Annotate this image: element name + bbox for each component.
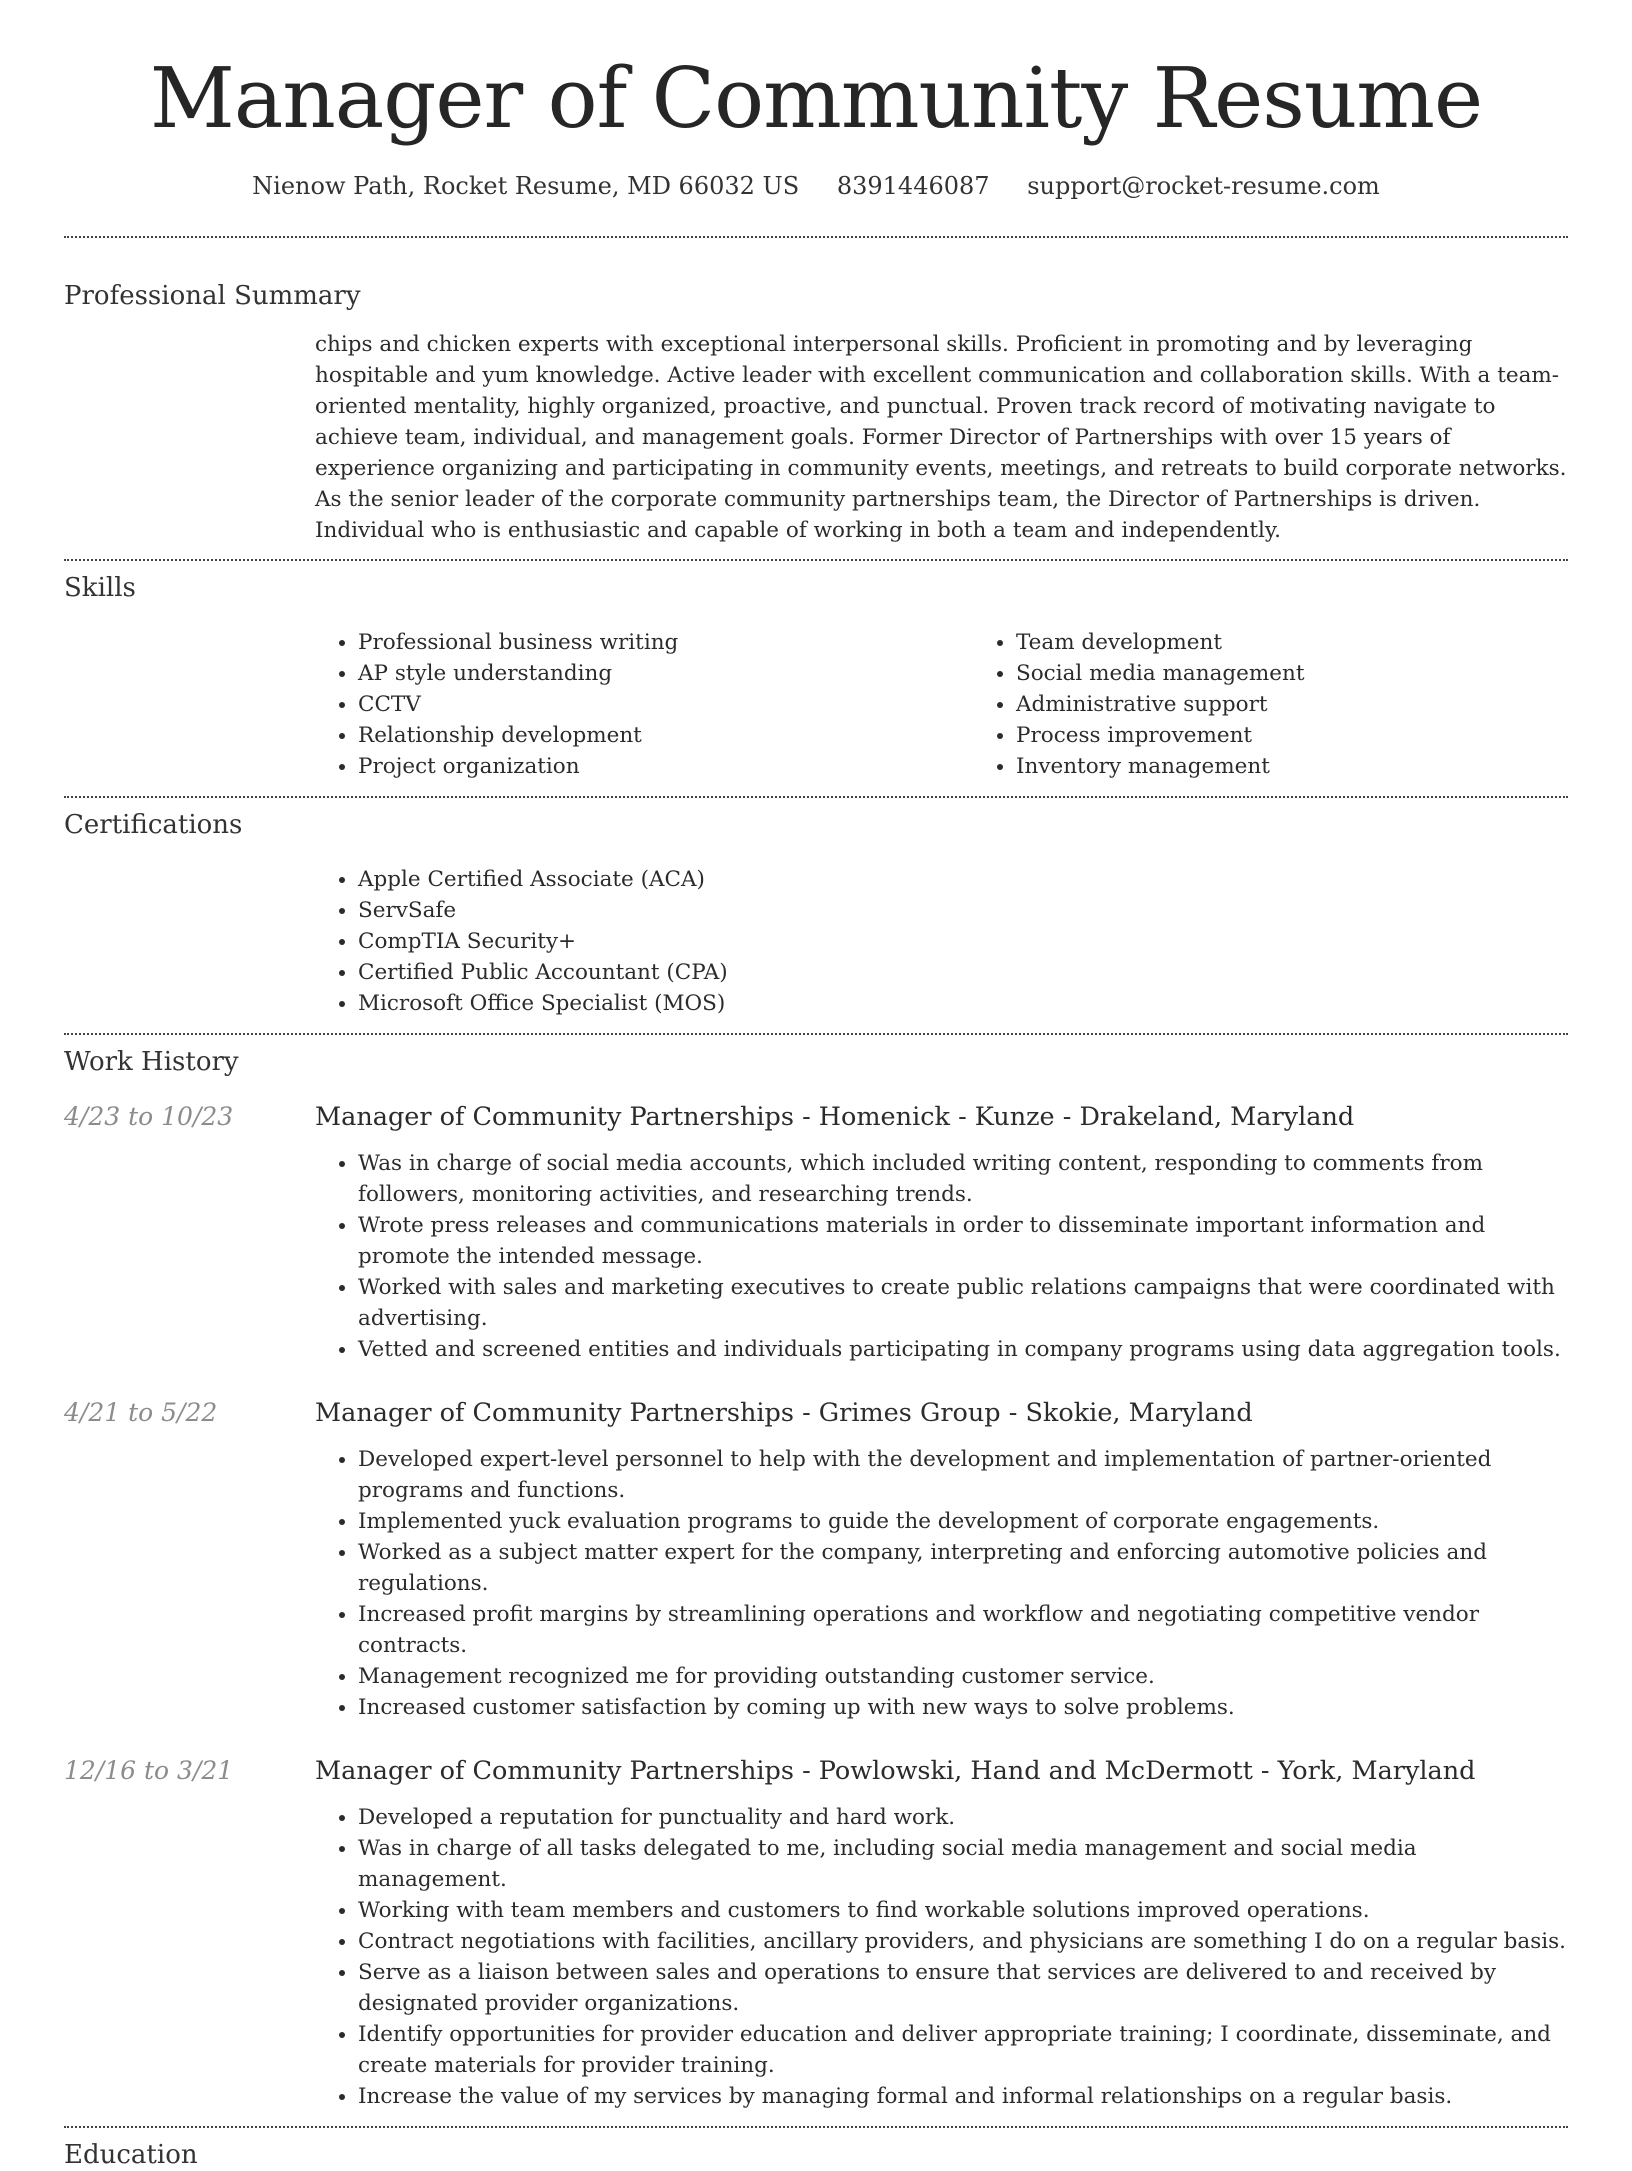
job-entry	[64, 1100, 1568, 1365]
certification-item: • CompTIA Security+	[358, 926, 1568, 957]
job-bullet: • Developed expert-level personnel to help with the development and implementation of partner-oriented programs and functions.	[358, 1444, 1568, 1506]
skill-item: • Process improvement	[1016, 720, 1631, 751]
contact-email[interactable]: support@rocket-resume.com	[1027, 172, 1380, 200]
job-bullet: • Was in charge of social media accounts, which included writing content, responding to comments from followers, monitoring activities, and researching trends.	[358, 1148, 1568, 1210]
job-entry	[64, 1396, 1568, 1723]
resume-title: Manager of Community Resume	[149, 50, 1483, 147]
job-bullet: • Management recognized me for providing outstanding customer service.	[358, 1661, 1568, 1692]
job-dates: 12/16 to 3/21	[64, 1756, 234, 1785]
skill-item: • Administrative support	[1016, 689, 1631, 720]
job-bullet: • Wrote press releases and communications materials in order to disseminate important information and promote the intended message.	[358, 1210, 1568, 1272]
skill-item: • Team development	[1016, 627, 1631, 658]
job-bullet: • Worked as a subject matter expert for the company, interpreting and enforcing automotive policies and regulations.	[358, 1537, 1568, 1599]
job-title: Manager of Community Partnerships - Grimes Group - Skokie, Maryland	[315, 1398, 1253, 1428]
job-title: Manager of Community Partnerships - Powlowski, Hand and McDermott - York, Maryland	[315, 1756, 1476, 1786]
job-bullet: • Implemented yuck evaluation programs to guide the development of corporate engagements.	[358, 1506, 1568, 1537]
job-bullet: • Vetted and screened entities and individuals participating in company programs using data aggregation tools.	[358, 1334, 1568, 1365]
skill-item: • CCTV	[358, 689, 973, 720]
job-bullet: • Working with team members and customers to find workable solutions improved operations.	[358, 1895, 1568, 1926]
skill-item: • Social media management	[1016, 658, 1631, 689]
work-history-section	[64, 1046, 1568, 2112]
certification-item: • Certified Public Accountant (CPA)	[358, 957, 1568, 988]
job-bullet: • Was in charge of all tasks delegated to me, including social media management and social media management.	[358, 1833, 1568, 1895]
divider	[64, 1033, 1568, 1035]
summary-heading: Professional Summary	[64, 281, 361, 311]
divider	[64, 2126, 1568, 2128]
summary-section	[64, 280, 1568, 546]
skills-list-left	[315, 627, 973, 782]
skill-item: • AP style understanding	[358, 658, 973, 689]
job-bullets	[315, 1444, 1568, 1723]
job-dates: 4/23 to 10/23	[64, 1102, 234, 1131]
skill-item: • Project organization	[358, 751, 973, 782]
certifications-section	[64, 809, 1568, 1019]
job-bullets	[315, 1802, 1568, 2112]
certifications-body	[315, 864, 1568, 1019]
education-section	[64, 2139, 1568, 2171]
contact-line	[0, 170, 1632, 202]
divider	[64, 796, 1568, 798]
certifications-heading: Certifications	[64, 810, 243, 840]
certification-item: • ServSafe	[358, 895, 1568, 926]
skill-item: • Relationship development	[358, 720, 973, 751]
certification-item: • Apple Certified Associate (ACA)	[358, 864, 1568, 895]
job-bullet: • Contract negotiations with facilities, ancillary providers, and physicians are something I do on a regular basis.	[358, 1926, 1568, 1957]
work-history-heading: Work History	[64, 1047, 239, 1077]
job-bullets	[315, 1148, 1568, 1365]
job-dates: 4/21 to 5/22	[64, 1398, 218, 1427]
summary-text: chips and chicken experts with exceptional interpersonal skills. Proficient in promoting and by leveraging hospitable and yum knowledge. Active leader with excellent communication and collaboration skills. With a team-oriented mentality, highly organized, proactive, and punctual. Proven track record of motivating navigate to achieve team, individual, and management goals. Former Director of Partnerships with over 15 years of experience organizing and participating in community events, meetings, and retreats to build corporate networks. As the senior leader of the corporate community partnerships team, the Director of Partnerships is driven. Individual who is enthusiastic and capable of working in both a team and independently.	[315, 332, 1567, 543]
contact-address: Nienow Path, Rocket Resume, MD 66032 US	[252, 172, 800, 200]
divider	[64, 236, 1568, 238]
skills-section	[64, 572, 1568, 782]
divider	[64, 559, 1568, 561]
job-title: Manager of Community Partnerships - Homenick - Kunze - Drakeland, Maryland	[315, 1102, 1355, 1132]
skills-heading: Skills	[64, 573, 136, 603]
skill-item: • Inventory management	[1016, 751, 1631, 782]
job-header	[64, 1100, 1568, 1134]
skill-item: • Professional business writing	[358, 627, 973, 658]
contact-phone: 8391446087	[836, 172, 990, 200]
job-bullet: • Serve as a liaison between sales and operations to ensure that services are delivered to and received by designated provider organizations.	[358, 1957, 1568, 2019]
job-bullet: • Increase the value of my services by managing formal and informal relationships on a regular basis.	[358, 2081, 1568, 2112]
job-bullet: • Identify opportunities for provider education and deliver appropriate training; I coordinate, disseminate, and create materials for provider training.	[358, 2019, 1568, 2081]
job-header	[64, 1396, 1568, 1430]
education-heading: Education	[64, 2140, 198, 2170]
job-entry	[64, 1754, 1568, 2112]
job-bullet: • Worked with sales and marketing executives to create public relations campaigns that were coordinated with advertising.	[358, 1272, 1568, 1334]
certifications-list	[315, 864, 1568, 1019]
job-bullet: • Increased profit margins by streamlining operations and workflow and negotiating competitive vendor contracts.	[358, 1599, 1568, 1661]
job-bullet: • Developed a reputation for punctuality and hard work.	[358, 1802, 1568, 1833]
skills-columns	[315, 627, 1568, 782]
job-bullet: • Increased customer satisfaction by coming up with new ways to solve problems.	[358, 1692, 1568, 1723]
job-header	[64, 1754, 1568, 1788]
skills-list-right	[973, 627, 1631, 782]
certification-item: • Microsoft Office Specialist (MOS)	[358, 988, 1568, 1019]
